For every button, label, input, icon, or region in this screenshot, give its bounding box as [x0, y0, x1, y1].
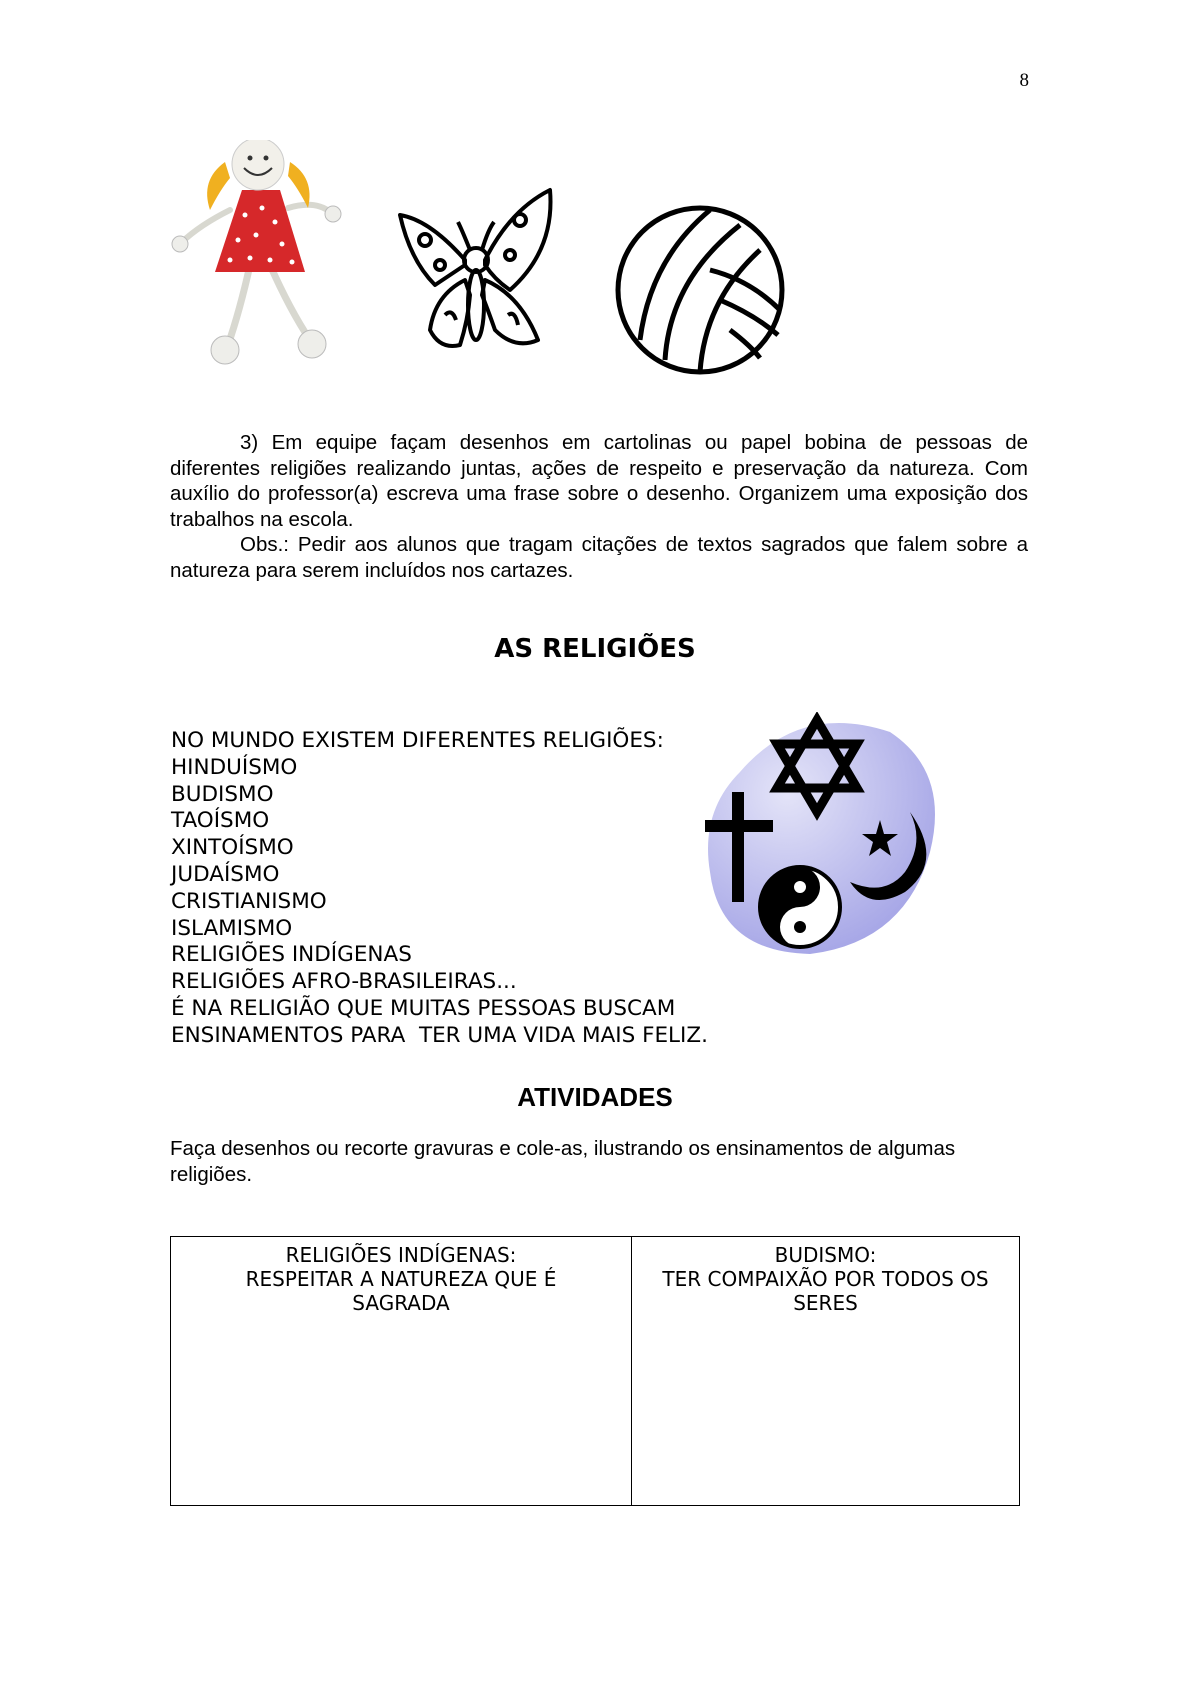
religions-line: ENSINAMENTOS PARA TER UMA VIDA MAIS FELIZ. [171, 1022, 708, 1048]
activities-title: ATIVIDADES [517, 1082, 673, 1112]
volleyball-illustration [610, 200, 790, 380]
doll-legs [211, 265, 326, 364]
religions-title: AS RELIGIÕES [494, 634, 696, 664]
cell-heading: RELIGIÕES INDÍGENAS: [285, 1243, 517, 1267]
instruction-text [170, 430, 1028, 583]
religions-line: HINDUÍSMO [171, 754, 298, 780]
instruction-paragraph-2: Obs.: Pedir aos alunos que tragam citações de textos sagrados que falem sobre a natureza para serem incluídos nos cartazes. [170, 533, 1028, 582]
activity-table [170, 1236, 1020, 1506]
religious-symbols-illustration [700, 712, 950, 962]
cell-heading: BUDISMO: [774, 1243, 877, 1267]
cell-teaching: TER COMPAIXÃO POR TODOS OS SERES [662, 1267, 989, 1315]
religions-list [171, 728, 708, 1050]
cell-teaching: RESPEITAR A NATUREZA QUE É SAGRADA [245, 1267, 557, 1315]
activity-cell-buddhism[interactable] [632, 1237, 1020, 1506]
religions-line: É NA RELIGIÃO QUE MUITAS PESSOAS BUSCAM [171, 995, 676, 1021]
doll-face [232, 140, 284, 190]
activities-instruction: Faça desenhos ou recorte gravuras e cole-as, ilustrando os ensinamentos de algumas religiões. [170, 1137, 956, 1186]
doll-hair-right [288, 162, 310, 208]
religions-line: BUDISMO [171, 781, 274, 807]
religions-line: XINTOÍSMO [171, 835, 294, 861]
page-number: 8 [1019, 70, 1029, 91]
religions-line: ISLAMISMO [171, 915, 293, 941]
doll-illustration [170, 140, 360, 380]
activity-cell-indigenous[interactable] [171, 1237, 632, 1506]
illustrations-row [170, 140, 810, 380]
religions-line: RELIGIÕES INDÍGENAS [171, 942, 412, 968]
instruction-paragraph-1: 3) Em equipe façam desenhos em cartolinas ou papel bobina de pessoas de diferentes religiões realizando juntas, ações de respeito e preservação da natureza. Com auxílio do professor(a) escreva uma frase sobre o desenho. Organizem uma exposição dos trabalhos na escola. [170, 431, 1028, 531]
doll-hair-left [207, 162, 230, 210]
religions-line: CRISTIANISMO [171, 888, 327, 914]
yin-yang-icon [760, 867, 840, 947]
religions-line: NO MUNDO EXISTEM DIFERENTES RELIGIÕES: [171, 728, 664, 753]
religions-line: TAOÍSMO [171, 808, 270, 834]
religions-line: RELIGIÕES AFRO-BRASILEIRAS... [171, 969, 517, 995]
butterfly-illustration [390, 180, 560, 370]
religions-line: JUDAÍSMO [171, 861, 280, 887]
